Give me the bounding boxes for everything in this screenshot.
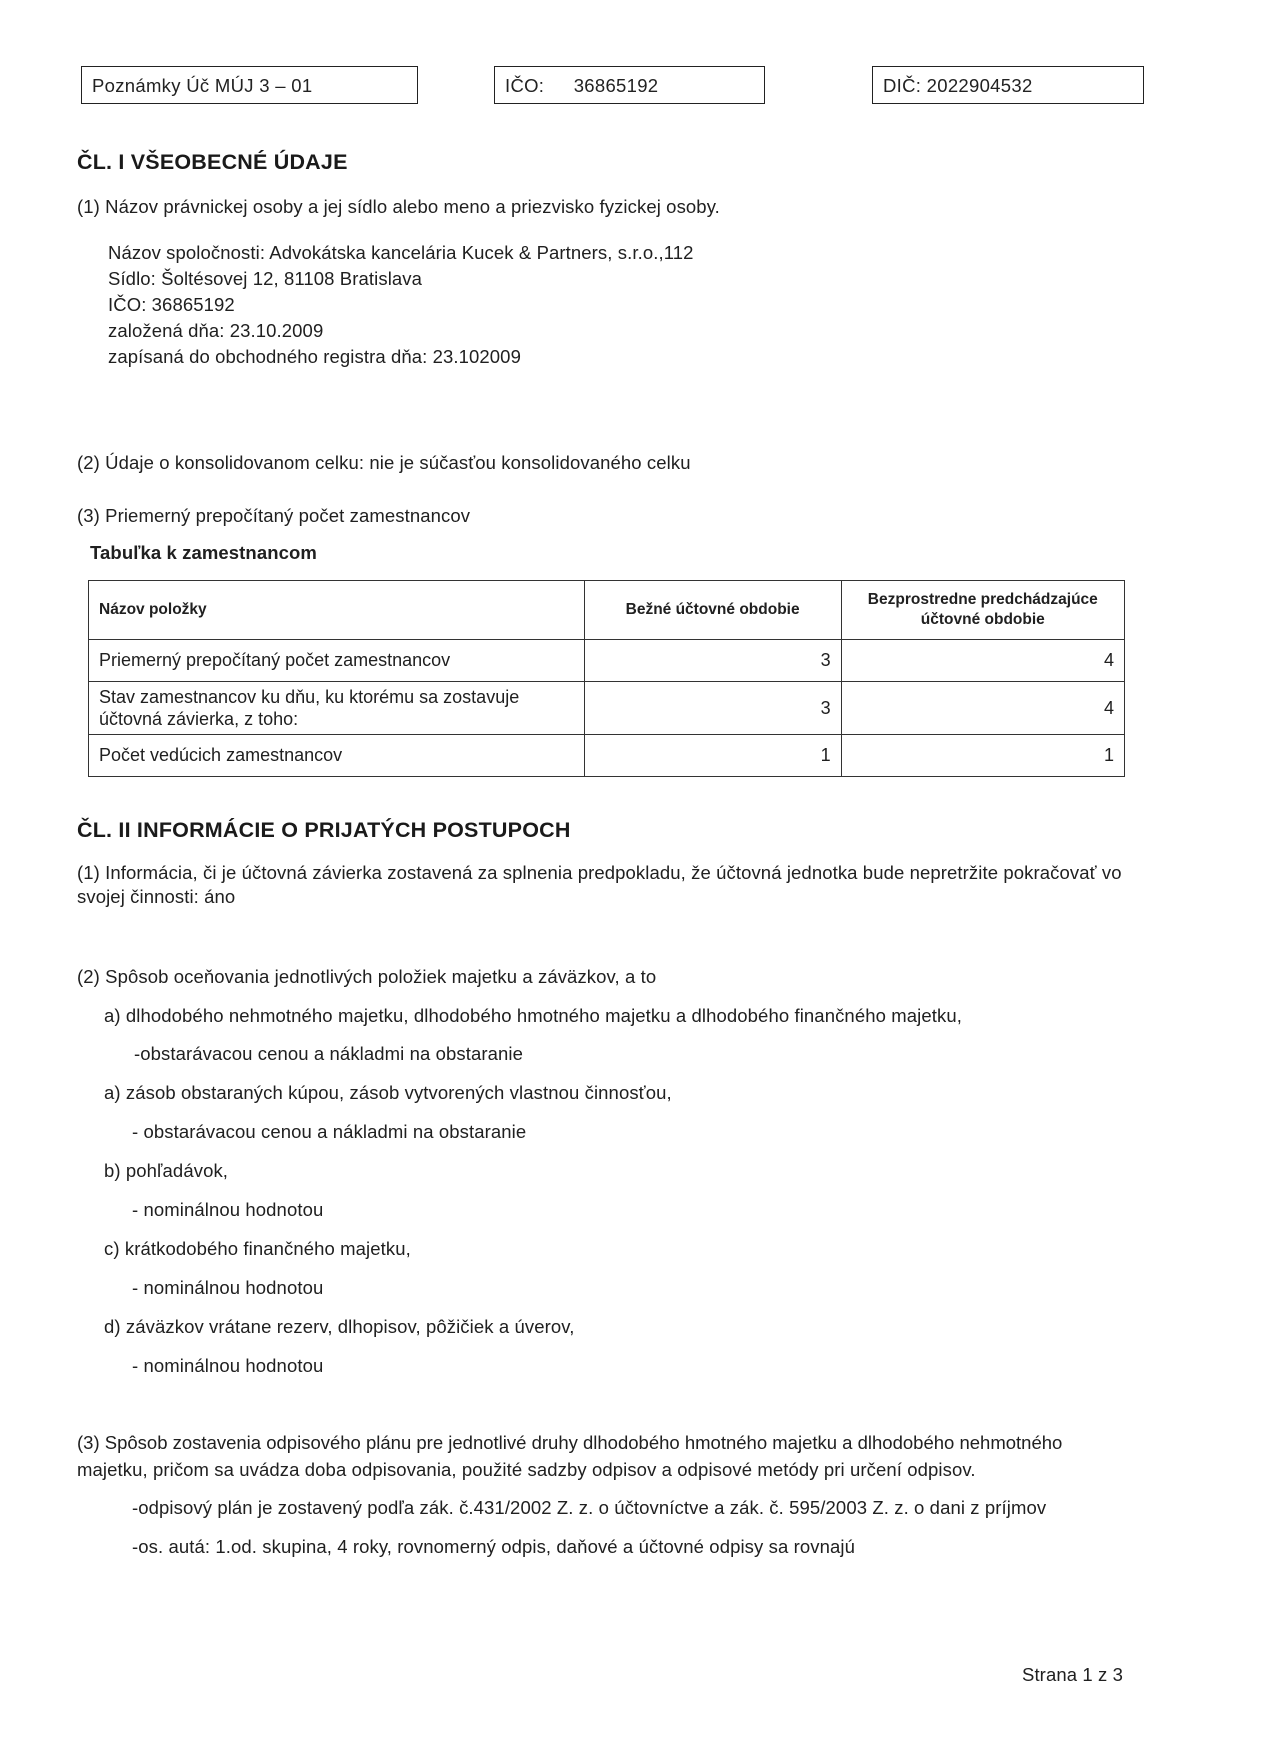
row-label-line-2: účtovná závierka, z toho: — [99, 709, 299, 729]
valuation-method-4: - nominálnou hodnotou — [132, 1277, 324, 1298]
company-seat: Sídlo: Šoltésovej 12, 81108 Bratislava — [108, 268, 423, 289]
header-item-name: Názov položky — [89, 581, 585, 640]
company-info — [108, 242, 808, 377]
depreciation-note-2: -os. autá: 1.od. skupina, 4 roky, rovnomerný odpis, daňové a účtovné odpisy sa rovnajú — [132, 1536, 855, 1557]
dic-box — [872, 66, 1144, 104]
ico-box — [494, 66, 765, 104]
ico-label: IČO: — [505, 75, 545, 96]
section-1-title: ČL. I VŠEOBECNÉ ÚDAJE — [77, 150, 348, 174]
page-number: Strana 1 z 3 — [1022, 1664, 1123, 1685]
ico-value: 36865192 — [573, 75, 659, 96]
section-2-title: ČL. II INFORMÁCIE O PRIJATÝCH POSTUPOCH — [77, 818, 571, 842]
table-row — [89, 682, 1125, 735]
section-1-item-1: (1) Názov právnickej osoby a jej sídlo alebo meno a priezvisko fyzickej osoby. — [77, 196, 720, 217]
table-title: Tabuľka k zamestnancom — [90, 542, 317, 563]
section-2-item-3-line-2: majetku, pričom sa uvádza doba odpisovania, použité sadzby odpisov a odpisové metódy pri určení odpisov. — [77, 1459, 976, 1480]
company-founded: založená dňa: 23.10.2009 — [108, 320, 324, 341]
header-previous-line-1: Bezprostredne predchádzajúce — [867, 591, 1098, 608]
row-current: 3 — [584, 640, 841, 682]
company-ico: IČO: 36865192 — [108, 294, 235, 315]
row-previous: 4 — [841, 682, 1124, 735]
table-row — [89, 735, 1125, 777]
section-2-item-3-line-1: (3) Spôsob zostavenia odpisového plánu pre jednotlivé druhy dlhodobého hmotného majetku a dlhodobého nehmotného — [77, 1432, 1063, 1453]
row-current: 1 — [584, 735, 841, 777]
depreciation-note-1: -odpisový plán je zostavený podľa zák. č.431/2002 Z. z. o účtovníctve a zák. č. 595/2003 Z. z. o dani z príjmov — [132, 1497, 1047, 1518]
dic-value: DIČ: 2022904532 — [883, 75, 1033, 96]
row-previous: 4 — [841, 640, 1124, 682]
section-1-item-2: (2) Údaje o konsolidovanom celku: nie je súčasťou konsolidovaného celku — [77, 452, 691, 473]
header-current-period: Bežné účtovné obdobie — [584, 581, 841, 640]
section-2-item-1-line-1: (1) Informácia, či je účtovná závierka zostavená za splnenia predpokladu, že účtovná jednotka bude nepretržite pokračovať vo — [77, 862, 1122, 883]
row-current: 3 — [584, 682, 841, 735]
row-label: Počet vedúcich zamestnancov — [89, 735, 585, 777]
company-registered: zapísaná do obchodného registra dňa: 23.102009 — [108, 346, 521, 367]
row-label-line-1: Stav zamestnancov ku dňu, ku ktorému sa zostavuje — [99, 687, 520, 707]
valuation-method-1: -obstarávacou cenou a nákladmi na obstaranie — [134, 1043, 524, 1064]
header-previous-line-2: účtovné obdobie — [920, 611, 1045, 628]
section-1-item-3: (3) Priemerný prepočítaný počet zamestnancov — [77, 505, 471, 526]
valuation-label-3: b) pohľadávok, — [104, 1160, 229, 1181]
table-header-row — [89, 581, 1125, 640]
header-previous-period — [841, 581, 1124, 640]
valuation-method-3: - nominálnou hodnotou — [132, 1199, 324, 1220]
form-code: Poznámky Úč MÚJ 3 – 01 — [92, 75, 313, 96]
valuation-label-2: a) zásob obstaraných kúpou, zásob vytvorených vlastnou činnosťou, — [104, 1082, 672, 1103]
valuation-label-1: a) dlhodobého nehmotného majetku, dlhodobého hmotného majetku a dlhodobého finančného majetku, — [104, 1005, 962, 1026]
row-label: Priemerný prepočítaný počet zamestnancov — [89, 640, 585, 682]
section-2-item-2: (2) Spôsob oceňovania jednotlivých položiek majetku a záväzkov, a to — [77, 966, 657, 987]
section-2-item-1-line-2: svojej činnosti: áno — [77, 886, 236, 907]
company-name: Názov spoločnosti: Advokátska kancelária Kucek & Partners, s.r.o.,112 — [108, 242, 694, 263]
form-code-box — [81, 66, 418, 104]
valuation-label-4: c) krátkodobého finančného majetku, — [104, 1238, 411, 1259]
valuation-method-5: - nominálnou hodnotou — [132, 1355, 324, 1376]
table-row — [89, 640, 1125, 682]
employees-table — [88, 580, 1125, 777]
valuation-method-2: - obstarávacou cenou a nákladmi na obstaranie — [132, 1121, 527, 1142]
valuation-label-5: d) záväzkov vrátane rezerv, dlhopisov, pôžičiek a úverov, — [104, 1316, 575, 1337]
row-previous: 1 — [841, 735, 1124, 777]
row-label — [89, 682, 585, 735]
